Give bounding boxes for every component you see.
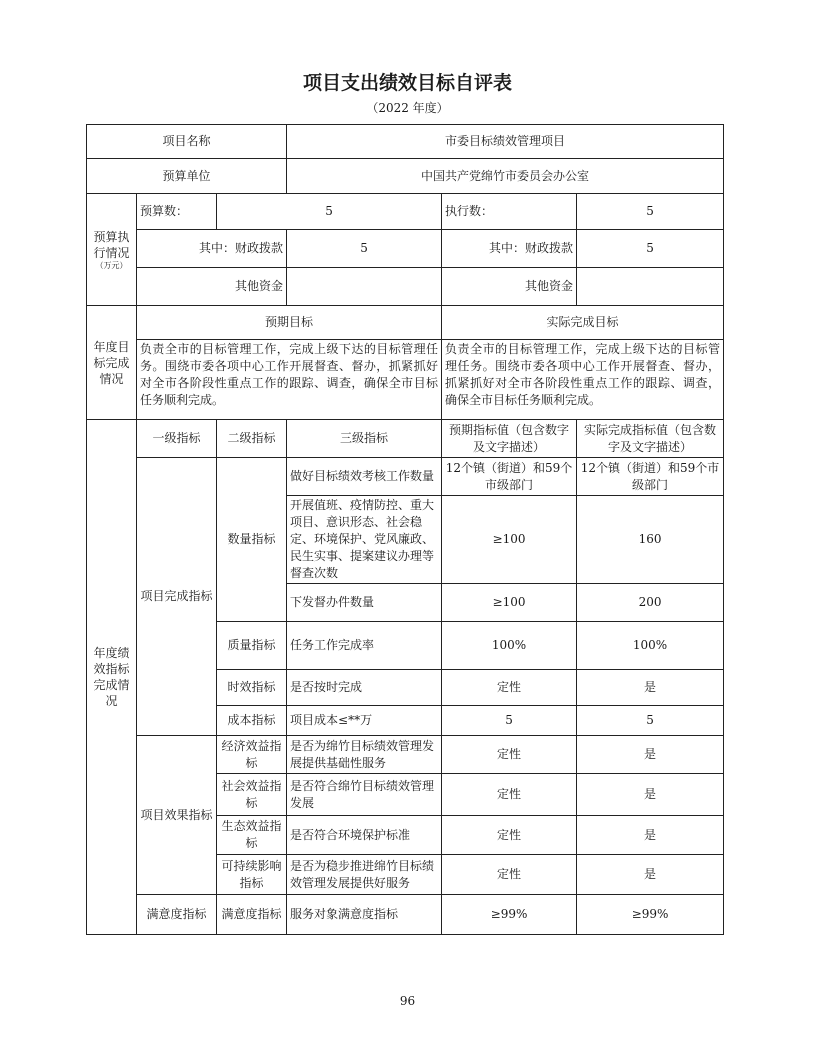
indicator-level3: 是否为稳步推进绵竹目标绩效管理发展提供好服务	[287, 855, 442, 895]
group-output-label: 项目完成指标	[137, 458, 217, 736]
indicator-level2: 质量指标	[217, 622, 287, 670]
indicator-actual: 100%	[577, 622, 724, 670]
indicator-expected: ≥100	[442, 584, 577, 622]
exec-amount-label: 执行数：	[442, 194, 577, 230]
fiscal-budget-label: 其中：财政拨款	[137, 230, 287, 268]
header-expected: 预期指标值（包含数字及文字描述）	[442, 420, 577, 458]
indicator-actual: ≥99%	[577, 895, 724, 935]
indicator-actual: 是	[577, 774, 724, 816]
budget-amount-value: 5	[217, 194, 442, 230]
header-actual: 实际完成指标值（包含数字及文字描述）	[577, 420, 724, 458]
other-funds-label: 其他资金	[137, 268, 287, 306]
actual-goal-text: 负责全市的目标管理工作，完成上级下达的目标管理任务。围绕市委各项中心工作开展督查、督办，抓紧抓好对全市各阶段性重点工作的跟踪、调查，确保全市目标任务顺利完成。	[442, 340, 724, 420]
indicator-level3: 是否按时完成	[287, 670, 442, 706]
indicator-level2: 经济效益指标	[217, 736, 287, 774]
indicator-actual: 12个镇（街道）和59个市级部门	[577, 458, 724, 496]
header-level1: 一级指标	[137, 420, 217, 458]
indicator-level3: 是否为绵竹目标绩效管理发展提供基础性服务	[287, 736, 442, 774]
budget-section-unit: （万元）	[95, 260, 128, 270]
actual-goal-header: 实际完成目标	[442, 306, 724, 340]
other-funds-value	[287, 268, 442, 306]
group-effect-label: 项目效果指标	[137, 736, 217, 895]
page-number: 96	[399, 994, 416, 1008]
group-satisfaction-label: 满意度指标	[137, 895, 217, 935]
indicator-expected: 定性	[442, 736, 577, 774]
indicator-section-label: 年度绩效指标完成情况	[87, 420, 137, 935]
indicator-expected: ≥100	[442, 496, 577, 584]
budget-section-label	[87, 194, 137, 306]
header-level3: 三级指标	[287, 420, 442, 458]
indicator-level3: 是否符合绵竹目标绩效管理发展	[287, 774, 442, 816]
budget-amount-label: 预算数：	[137, 194, 217, 230]
indicator-expected: 100%	[442, 622, 577, 670]
indicator-level3: 是否符合环境保护标准	[287, 816, 442, 855]
expected-goal-header: 预期目标	[137, 306, 442, 340]
other-exec-label: 其他资金	[442, 268, 577, 306]
indicator-actual: 是	[577, 816, 724, 855]
indicator-level2: 生态效益指标	[217, 816, 287, 855]
indicator-level2: 成本指标	[217, 706, 287, 736]
indicator-level2: 可持续影响指标	[217, 855, 287, 895]
indicator-actual: 5	[577, 706, 724, 736]
indicator-expected: ≥99%	[442, 895, 577, 935]
indicator-actual: 200	[577, 584, 724, 622]
indicator-actual: 是	[577, 855, 724, 895]
indicator-level2: 数量指标	[217, 458, 287, 622]
indicator-level3: 做好目标绩效考核工作数量	[287, 458, 442, 496]
indicator-expected: 定性	[442, 670, 577, 706]
project-name-label: 项目名称	[87, 125, 287, 159]
indicator-level3: 项目成本≤**万	[287, 706, 442, 736]
budget-unit-label: 预算单位	[87, 159, 287, 194]
indicator-expected: 定性	[442, 855, 577, 895]
indicator-actual: 是	[577, 736, 724, 774]
fiscal-budget-value: 5	[287, 230, 442, 268]
indicator-level2: 社会效益指标	[217, 774, 287, 816]
report-year: （2022 年度）	[366, 101, 449, 115]
indicator-actual: 160	[577, 496, 724, 584]
indicator-level2: 时效指标	[217, 670, 287, 706]
indicator-expected: 12个镇（街道）和59个市级部门	[442, 458, 577, 496]
project-name-value: 市委目标绩效管理项目	[287, 125, 724, 159]
budget-unit-value: 中国共产党绵竹市委员会办公室	[287, 159, 724, 194]
indicator-expected: 定性	[442, 816, 577, 855]
exec-amount-value: 5	[577, 194, 724, 230]
other-exec-value	[577, 268, 724, 306]
indicator-level3: 开展值班、疫情防控、重大项目、意识形态、社会稳定、环境保护、党风廉政、民生实事、提案建议办理等督查次数	[287, 496, 442, 584]
budget-section-title: 预算执行情况	[93, 229, 130, 260]
header-level2: 二级指标	[217, 420, 287, 458]
indicator-actual: 是	[577, 670, 724, 706]
indicator-level3: 下发督办件数量	[287, 584, 442, 622]
indicator-expected: 5	[442, 706, 577, 736]
goal-section-label: 年度目标完成情况	[87, 306, 137, 420]
fiscal-exec-value: 5	[577, 230, 724, 268]
indicator-expected: 定性	[442, 774, 577, 816]
indicator-level3: 服务对象满意度指标	[287, 895, 442, 935]
page-title: 项目支出绩效目标自评表	[302, 72, 512, 94]
evaluation-table	[86, 124, 724, 935]
indicator-level3: 任务工作完成率	[287, 622, 442, 670]
indicator-level2: 满意度指标	[217, 895, 287, 935]
fiscal-exec-label: 其中：财政拨款	[442, 230, 577, 268]
expected-goal-text: 负责全市的目标管理工作，完成上级下达的目标管理任务。围绕市委各项中心工作开展督查、督办，抓紧抓好对全市各阶段性重点工作的跟踪、调查，确保全市目标任务顺利完成。	[137, 340, 442, 420]
